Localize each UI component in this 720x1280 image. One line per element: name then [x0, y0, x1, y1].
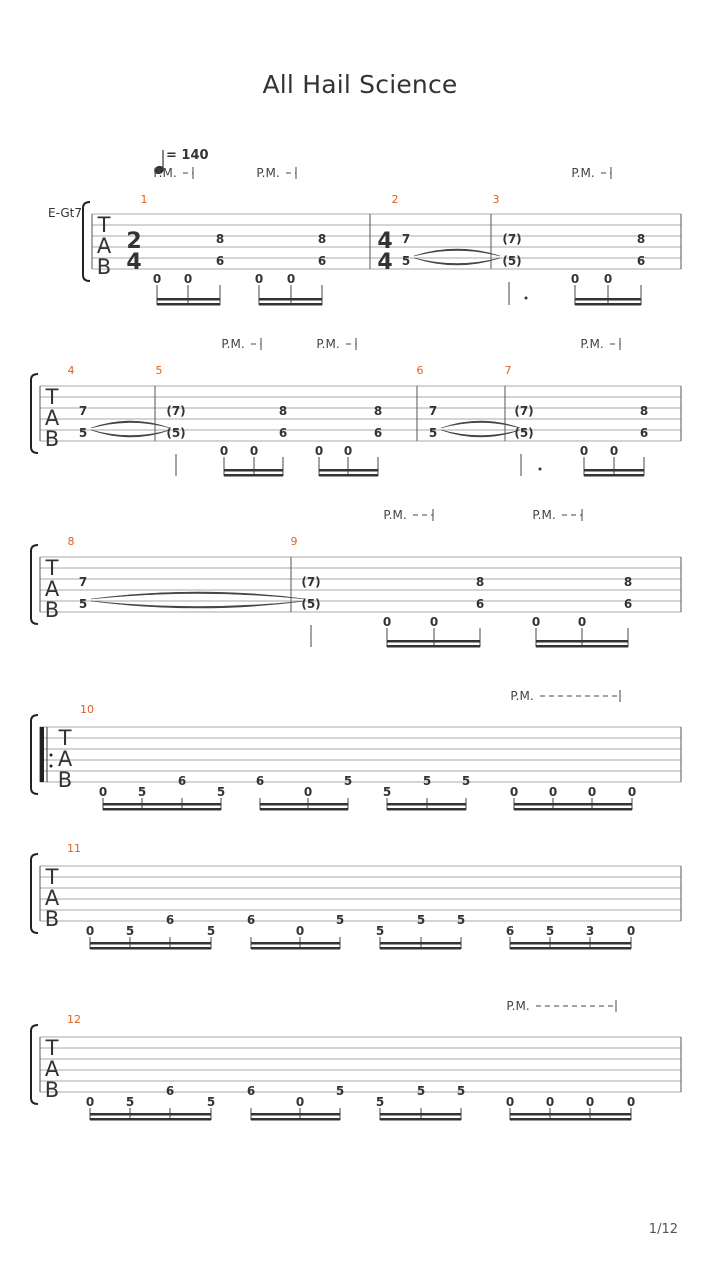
note-beam: [380, 1113, 461, 1116]
note-beam: [224, 469, 283, 472]
note-beam: [510, 947, 631, 950]
note-beam: [260, 808, 348, 811]
system-bracket: [31, 374, 38, 453]
note-beam: [380, 942, 461, 945]
tab-clef-t: T: [45, 865, 59, 889]
fret-number: 5: [382, 785, 392, 799]
fret-number: 8: [475, 575, 485, 589]
note-beam: [584, 469, 644, 472]
measure-number: 4: [67, 364, 75, 377]
note-beam: [536, 645, 628, 648]
fret-number: 0: [626, 1095, 636, 1109]
note-beam: [380, 947, 461, 950]
note-beam: [510, 942, 631, 945]
measure-number: 2: [391, 193, 399, 206]
palm-mute-label: P.M.: [316, 337, 340, 351]
fret-number: 0: [295, 924, 305, 938]
time-signature-bottom: 4: [377, 250, 393, 275]
fret-number: 0: [219, 444, 229, 458]
time-signature-top: 2: [126, 229, 142, 254]
tab-clef-b: B: [44, 907, 60, 931]
note-beam: [251, 947, 340, 950]
measure-number: 5: [155, 364, 163, 377]
tab-clef-a: A: [57, 747, 73, 771]
time-signature-bottom: 4: [126, 250, 142, 275]
fret-number: 0: [579, 444, 589, 458]
fret-number: 6: [278, 426, 288, 440]
fret-number: 0: [577, 615, 587, 629]
fret-number: 6: [246, 913, 256, 927]
measure-number: 10: [80, 703, 94, 716]
fret-number: 5: [125, 924, 135, 938]
tempo-text: = 140: [166, 148, 209, 163]
fret-number: 6: [636, 254, 646, 268]
fret-number: 5: [428, 426, 438, 440]
note-beam: [103, 803, 221, 806]
tie: [414, 258, 500, 265]
fret-number: 8: [639, 404, 649, 418]
measure-number: 12: [67, 1013, 81, 1026]
fret-number: 5: [456, 913, 466, 927]
fret-number: 5: [78, 426, 88, 440]
fret-number: 6: [317, 254, 327, 268]
tie: [91, 430, 170, 437]
fret-number: (5): [502, 254, 522, 268]
repeat-dot: [50, 765, 53, 768]
tab-clef-b: B: [57, 768, 73, 792]
fret-number: 7: [401, 232, 411, 246]
fret-number: 0: [509, 785, 519, 799]
tab-clef-t: T: [45, 556, 59, 580]
fret-number: 6: [373, 426, 383, 440]
fret-number: 6: [215, 254, 225, 268]
fret-number: 0: [548, 785, 558, 799]
fret-number: 6: [246, 1084, 256, 1098]
fret-number: 5: [545, 924, 555, 938]
fret-number: 5: [216, 785, 226, 799]
fret-number: (5): [514, 426, 534, 440]
fret-number: 0: [609, 444, 619, 458]
note-beam: [251, 1113, 340, 1116]
tab-clef-t: T: [45, 385, 59, 409]
note-beam: [387, 640, 480, 643]
note-beam: [103, 808, 221, 811]
fret-number: 7: [78, 575, 88, 589]
note-beam: [514, 803, 632, 806]
fret-number: 0: [254, 272, 264, 286]
fret-number: 0: [545, 1095, 555, 1109]
fret-number: 6: [639, 426, 649, 440]
fret-number: 0: [295, 1095, 305, 1109]
fret-number: 0: [587, 785, 597, 799]
fret-number: 7: [78, 404, 88, 418]
fret-number: 5: [375, 924, 385, 938]
repeat-start-thick-bar: [40, 727, 44, 782]
tab-clef-a: A: [96, 234, 112, 258]
measure-number: 6: [416, 364, 424, 377]
fret-number: 0: [531, 615, 541, 629]
measure-number: 1: [140, 193, 148, 206]
measure-number: 7: [504, 364, 512, 377]
fret-number: 0: [98, 785, 108, 799]
fret-number: 3: [585, 924, 595, 938]
fret-number: 6: [623, 597, 633, 611]
palm-mute-label: P.M.: [153, 166, 177, 180]
page-number: 1/12: [648, 1222, 678, 1237]
fret-number: 0: [626, 924, 636, 938]
system-bracket: [31, 545, 38, 624]
note-beam: [157, 298, 220, 301]
palm-mute-label: P.M.: [383, 508, 407, 522]
measure-number: 8: [67, 535, 75, 548]
note-beam: [510, 1118, 631, 1121]
fret-number: 5: [461, 774, 471, 788]
fret-number: 5: [206, 1095, 216, 1109]
dot: [539, 468, 542, 471]
note-beam: [387, 803, 466, 806]
fret-number: 0: [585, 1095, 595, 1109]
fret-number: 6: [165, 1084, 175, 1098]
fret-number: 8: [373, 404, 383, 418]
tie: [91, 592, 305, 599]
tab-clef-t: T: [45, 1036, 59, 1060]
note-beam: [380, 1118, 461, 1121]
fret-number: 5: [375, 1095, 385, 1109]
fret-number: 5: [137, 785, 147, 799]
fret-number: 6: [255, 774, 265, 788]
fret-number: 0: [152, 272, 162, 286]
note-beam: [536, 640, 628, 643]
fret-number: 0: [286, 272, 296, 286]
fret-number: 0: [183, 272, 193, 286]
system-bracket: [31, 1025, 38, 1104]
note-beam: [157, 303, 220, 306]
palm-mute-label: P.M.: [580, 337, 604, 351]
measure-number: 3: [492, 193, 500, 206]
fret-number: 0: [303, 785, 313, 799]
note-beam: [514, 808, 632, 811]
fret-number: 5: [422, 774, 432, 788]
fret-number: (7): [502, 232, 522, 246]
fret-number: 5: [456, 1084, 466, 1098]
tab-clef-a: A: [44, 886, 60, 910]
instrument-name: E-Gt7: [48, 206, 82, 220]
note-beam: [90, 942, 211, 945]
palm-mute-label: P.M.: [571, 166, 595, 180]
fret-number: 8: [623, 575, 633, 589]
tab-clef-b: B: [96, 255, 112, 279]
note-beam: [224, 474, 283, 477]
fret-number: 0: [85, 1095, 95, 1109]
fret-number: 5: [125, 1095, 135, 1109]
tie: [441, 430, 520, 437]
palm-mute-label: P.M.: [256, 166, 280, 180]
palm-mute-label: P.M.: [510, 689, 534, 703]
fret-number: (7): [166, 404, 186, 418]
note-beam: [90, 947, 211, 950]
fret-number: 5: [343, 774, 353, 788]
fret-number: 0: [570, 272, 580, 286]
fret-number: 0: [505, 1095, 515, 1109]
fret-number: 5: [78, 597, 88, 611]
fret-number: 5: [206, 924, 216, 938]
fret-number: 5: [401, 254, 411, 268]
tab-clef-a: A: [44, 577, 60, 601]
tie: [414, 249, 500, 256]
note-beam: [510, 1113, 631, 1116]
fret-number: 5: [335, 913, 345, 927]
measure-number: 9: [290, 535, 298, 548]
tab-clef-t: T: [97, 213, 111, 237]
score-title: All Hail Science: [262, 70, 458, 99]
fret-number: 6: [505, 924, 515, 938]
note-beam: [387, 808, 466, 811]
fret-number: (5): [166, 426, 186, 440]
tie: [91, 421, 170, 428]
note-beam: [260, 803, 348, 806]
fret-number: 8: [278, 404, 288, 418]
palm-mute-label: P.M.: [532, 508, 556, 522]
fret-number: (5): [301, 597, 321, 611]
fret-number: 6: [165, 913, 175, 927]
tab-clef-b: B: [44, 1078, 60, 1102]
fret-number: 0: [382, 615, 392, 629]
time-signature-top: 4: [377, 229, 393, 254]
system-bracket: [31, 715, 38, 794]
note-beam: [575, 298, 641, 301]
tab-clef-a: A: [44, 1057, 60, 1081]
note-beam: [259, 303, 322, 306]
note-beam: [584, 474, 644, 477]
system-bracket: [31, 854, 38, 933]
fret-number: 5: [416, 1084, 426, 1098]
fret-number: 0: [249, 444, 259, 458]
fret-number: 6: [475, 597, 485, 611]
tie: [91, 601, 305, 608]
fret-number: 0: [343, 444, 353, 458]
fret-number: 5: [335, 1084, 345, 1098]
fret-number: 6: [177, 774, 187, 788]
fret-number: (7): [301, 575, 321, 589]
fret-number: 8: [636, 232, 646, 246]
fret-number: 8: [215, 232, 225, 246]
fret-number: (7): [514, 404, 534, 418]
palm-mute-label: P.M.: [506, 999, 530, 1013]
note-beam: [319, 474, 378, 477]
tab-clef-t: T: [58, 726, 72, 750]
palm-mute-label: P.M.: [221, 337, 245, 351]
tab-clef-a: A: [44, 406, 60, 430]
note-beam: [90, 1113, 211, 1116]
tab-clef-b: B: [44, 427, 60, 451]
fret-number: 0: [627, 785, 637, 799]
fret-number: 8: [317, 232, 327, 246]
dot: [525, 297, 528, 300]
note-beam: [575, 303, 641, 306]
note-beam: [259, 298, 322, 301]
repeat-dot: [50, 754, 53, 757]
tie: [441, 421, 520, 428]
fret-number: 0: [603, 272, 613, 286]
fret-number: 0: [85, 924, 95, 938]
note-beam: [90, 1118, 211, 1121]
system-bracket: [83, 202, 90, 281]
fret-number: 0: [429, 615, 439, 629]
tab-clef-b: B: [44, 598, 60, 622]
note-beam: [387, 645, 480, 648]
fret-number: 5: [416, 913, 426, 927]
measure-number: 11: [67, 842, 81, 855]
note-beam: [319, 469, 378, 472]
fret-number: 0: [314, 444, 324, 458]
fret-number: 7: [428, 404, 438, 418]
note-beam: [251, 942, 340, 945]
note-beam: [251, 1118, 340, 1121]
